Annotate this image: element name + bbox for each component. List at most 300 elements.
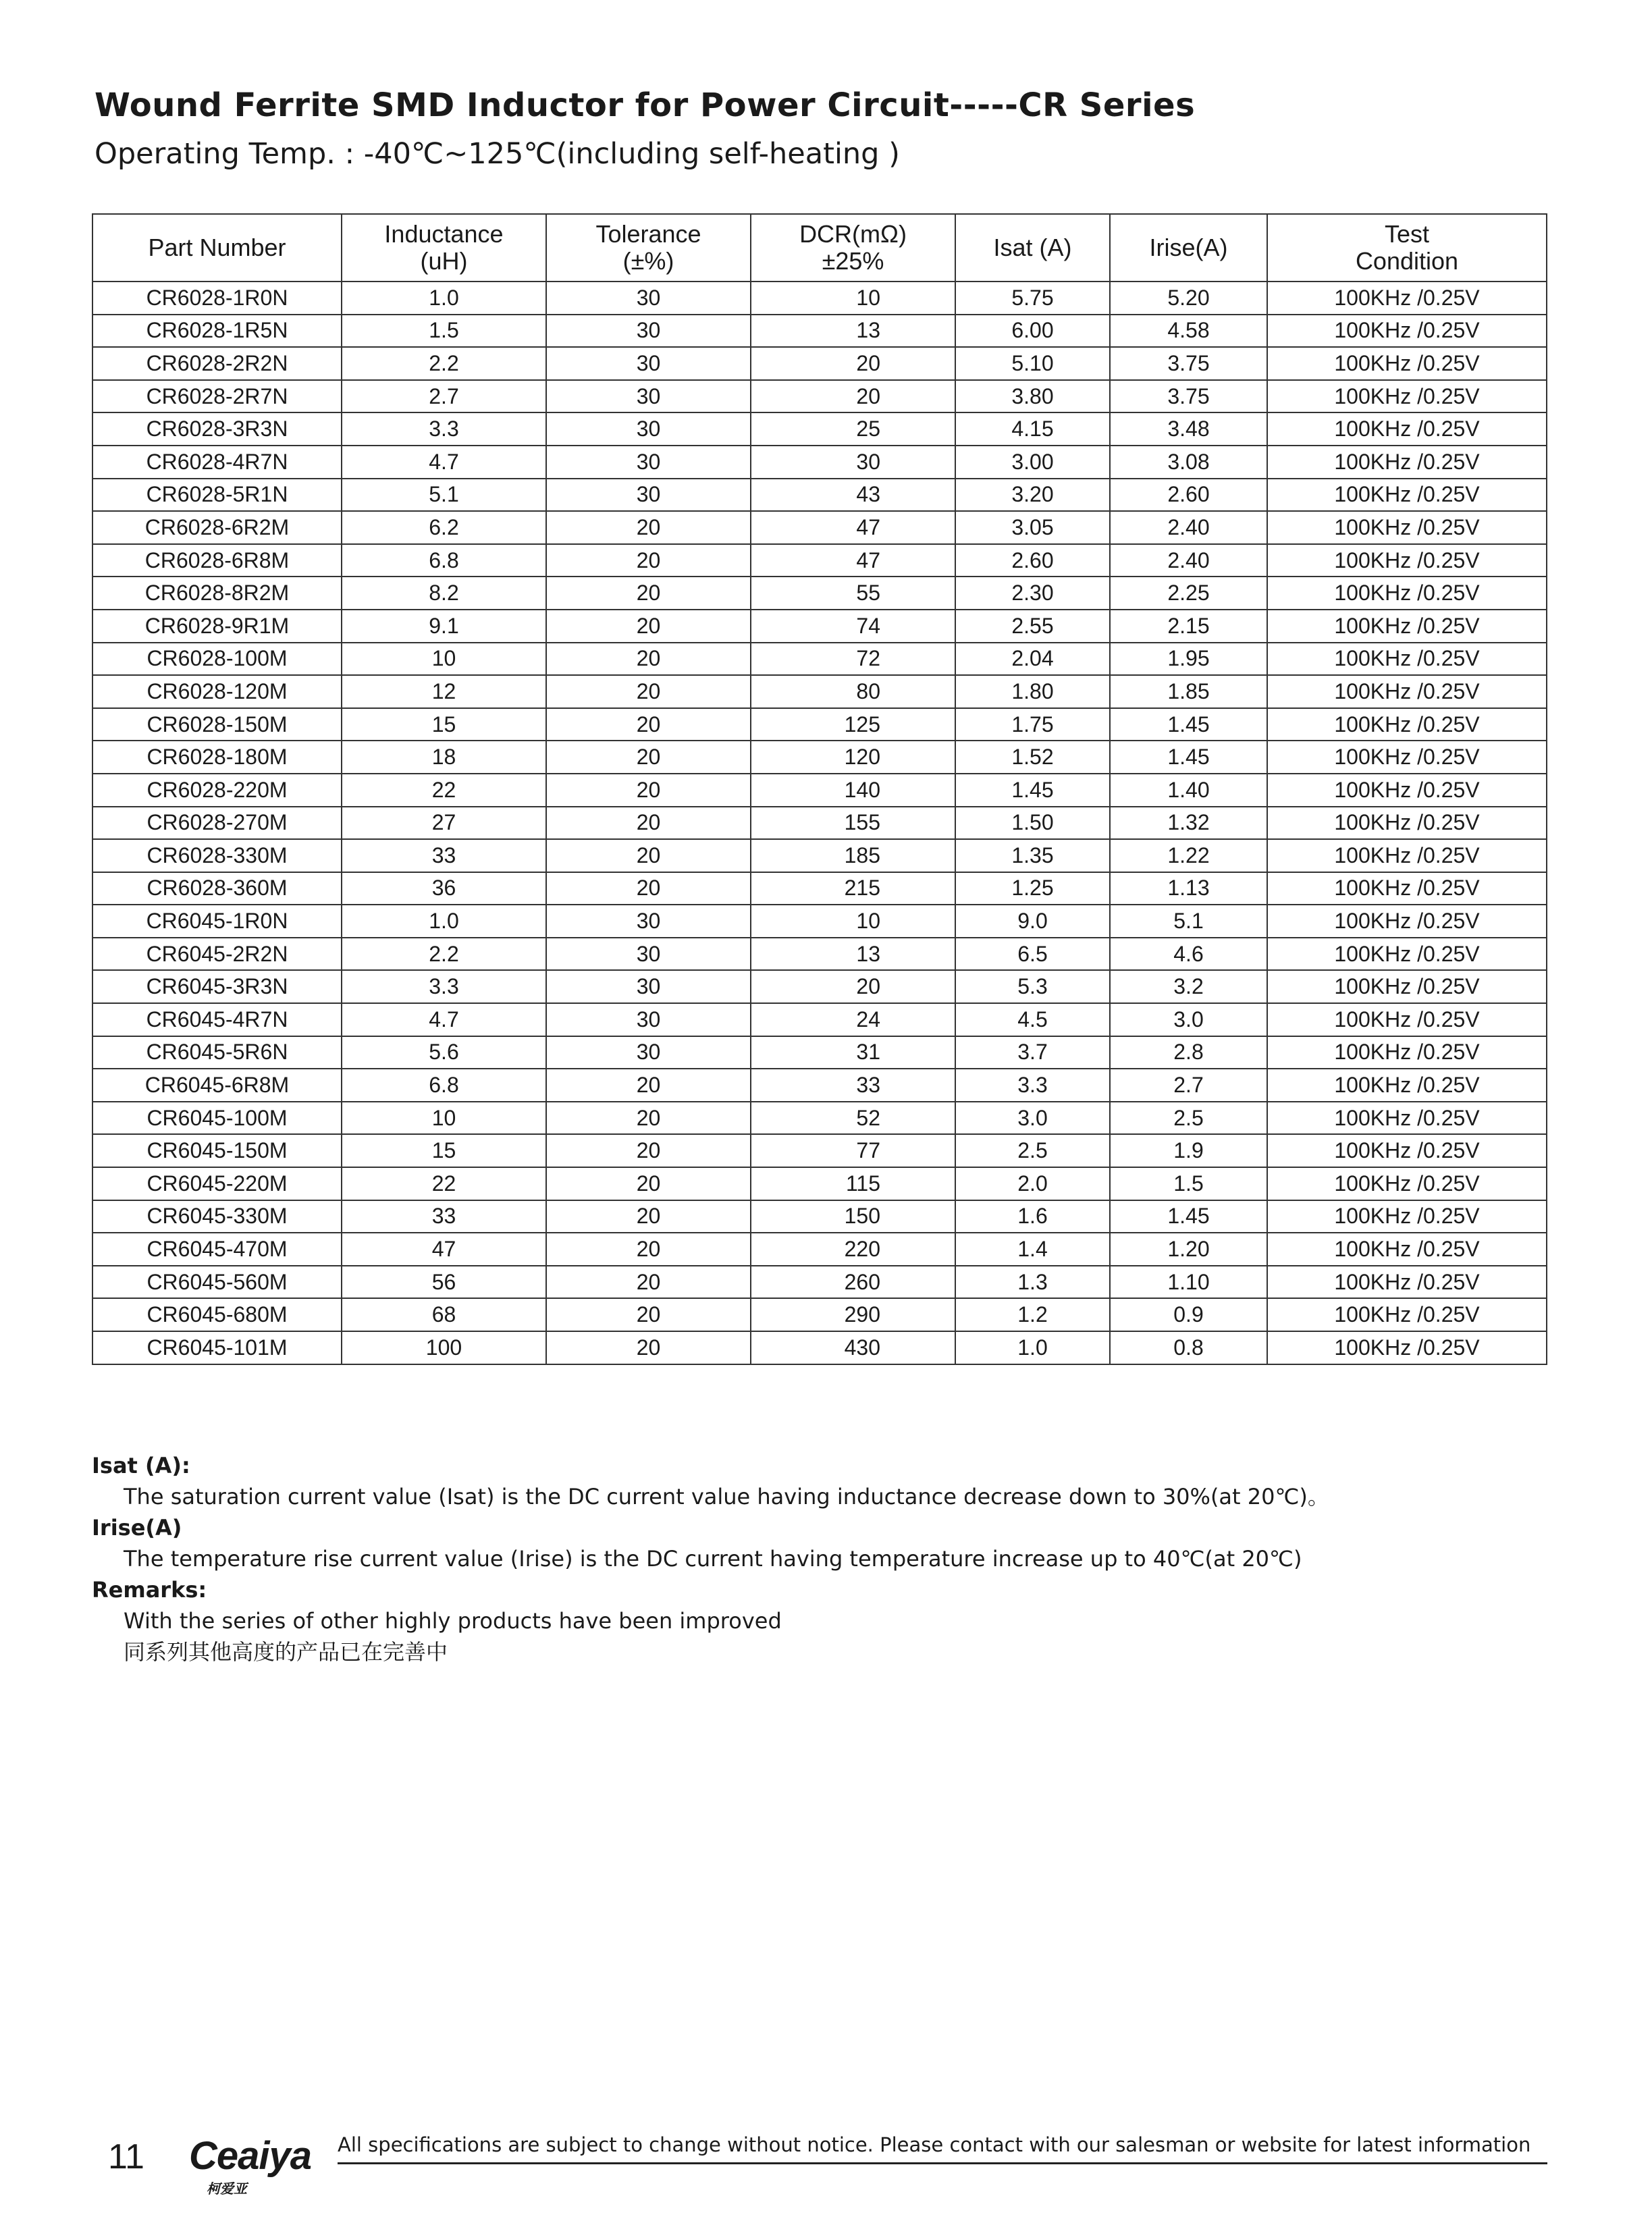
test-condition-cell: 100KHz /0.25V: [1267, 577, 1547, 610]
logo-brand-text: Ceaiya: [189, 2134, 312, 2178]
part-number-cell: CR6045-100M: [92, 1102, 342, 1135]
test-condition-cell: 100KHz /0.25V: [1267, 938, 1547, 971]
table-row: [92, 282, 1547, 315]
dcr-cell: 55: [751, 577, 955, 610]
test-condition-cell: 100KHz /0.25V: [1267, 774, 1547, 807]
irise-cell: 1.5: [1110, 1167, 1267, 1200]
table-row: [92, 412, 1547, 446]
inductance-cell: 33: [342, 1200, 546, 1233]
dcr-cell: 13: [751, 315, 955, 348]
tolerance-cell: 30: [546, 938, 751, 971]
inductance-cell: 6.2: [342, 511, 546, 544]
dcr-cell: 72: [751, 643, 955, 676]
isat-cell: 1.4: [955, 1233, 1110, 1266]
test-condition-cell: 100KHz /0.25V: [1267, 1102, 1547, 1135]
table-row: [92, 839, 1547, 872]
irise-cell: 1.13: [1110, 872, 1267, 905]
tolerance-cell: 20: [546, 1266, 751, 1299]
isat-cell: 1.3: [955, 1266, 1110, 1299]
dcr-cell: 77: [751, 1134, 955, 1167]
isat-note-heading: Isat (A):: [92, 1453, 190, 1478]
table-header-row: [92, 214, 1547, 282]
col-header-line1: Inductance: [384, 220, 504, 248]
part-number-cell: CR6028-3R3N: [92, 412, 342, 446]
part-number-cell: CR6045-330M: [92, 1200, 342, 1233]
col-header-line1: Irise(A): [1149, 234, 1228, 261]
irise-cell: 2.8: [1110, 1036, 1267, 1069]
inductance-cell: 10: [342, 643, 546, 676]
test-condition-cell: 100KHz /0.25V: [1267, 1167, 1547, 1200]
inductance-cell: 6.8: [342, 1069, 546, 1102]
part-number-cell: CR6028-6R2M: [92, 511, 342, 544]
remarks-heading: Remarks:: [92, 1577, 207, 1603]
col-header-line1: Part Number: [148, 234, 286, 261]
table-row: [92, 741, 1547, 774]
part-number-cell: CR6028-180M: [92, 741, 342, 774]
tolerance-cell: 20: [546, 839, 751, 872]
test-condition-cell: 100KHz /0.25V: [1267, 1233, 1547, 1266]
irise-cell: 5.20: [1110, 282, 1267, 315]
footer-divider: [338, 2162, 1547, 2164]
table-row: [92, 1233, 1547, 1266]
tolerance-cell: 30: [546, 380, 751, 413]
test-condition-cell: 100KHz /0.25V: [1267, 1003, 1547, 1036]
test-condition-cell: 100KHz /0.25V: [1267, 1036, 1547, 1069]
irise-cell: 1.85: [1110, 675, 1267, 708]
test-condition-cell: 100KHz /0.25V: [1267, 446, 1547, 479]
dcr-cell: 220: [751, 1233, 955, 1266]
test-condition-cell: 100KHz /0.25V: [1267, 905, 1547, 938]
tolerance-cell: 30: [546, 1036, 751, 1069]
dcr-cell: 43: [751, 479, 955, 512]
table-row: [92, 872, 1547, 905]
table-row: [92, 1331, 1547, 1364]
part-number-cell: CR6028-2R2N: [92, 347, 342, 380]
part-number-cell: CR6028-1R0N: [92, 282, 342, 315]
isat-cell: 2.5: [955, 1134, 1110, 1167]
tolerance-cell: 30: [546, 905, 751, 938]
col-isat-header: [955, 214, 1110, 282]
inductance-cell: 2.2: [342, 938, 546, 971]
irise-cell: 1.45: [1110, 741, 1267, 774]
test-condition-cell: 100KHz /0.25V: [1267, 1298, 1547, 1331]
inductance-cell: 100: [342, 1331, 546, 1364]
inductance-cell: 47: [342, 1233, 546, 1266]
dcr-cell: 47: [751, 544, 955, 577]
part-number-cell: CR6028-100M: [92, 643, 342, 676]
isat-cell: 3.7: [955, 1036, 1110, 1069]
table-row: [92, 1134, 1547, 1167]
dcr-cell: 20: [751, 970, 955, 1003]
col-dcr-header: [751, 214, 955, 282]
tolerance-cell: 30: [546, 479, 751, 512]
isat-cell: 3.05: [955, 511, 1110, 544]
irise-cell: 2.15: [1110, 610, 1267, 643]
tolerance-cell: 30: [546, 1003, 751, 1036]
isat-cell: 3.3: [955, 1069, 1110, 1102]
irise-cell: 3.0: [1110, 1003, 1267, 1036]
dcr-cell: 10: [751, 282, 955, 315]
tolerance-cell: 20: [546, 872, 751, 905]
test-condition-cell: 100KHz /0.25V: [1267, 544, 1547, 577]
isat-cell: 1.35: [955, 839, 1110, 872]
irise-cell: 4.6: [1110, 938, 1267, 971]
part-number-cell: CR6028-5R1N: [92, 479, 342, 512]
irise-cell: 1.45: [1110, 708, 1267, 741]
test-condition-cell: 100KHz /0.25V: [1267, 511, 1547, 544]
inductance-cell: 9.1: [342, 610, 546, 643]
inductance-cell: 10: [342, 1102, 546, 1135]
test-condition-cell: 100KHz /0.25V: [1267, 675, 1547, 708]
table-row: [92, 610, 1547, 643]
irise-cell: 3.2: [1110, 970, 1267, 1003]
test-condition-cell: 100KHz /0.25V: [1267, 412, 1547, 446]
inductance-cell: 12: [342, 675, 546, 708]
inductance-cell: 1.5: [342, 315, 546, 348]
irise-cell: 1.32: [1110, 807, 1267, 840]
table-row: [92, 315, 1547, 348]
irise-cell: 1.22: [1110, 839, 1267, 872]
remarks-chinese-text: 同系列其他高度的产品已在完善中: [124, 1639, 448, 1665]
irise-cell: 1.95: [1110, 643, 1267, 676]
irise-cell: 1.10: [1110, 1266, 1267, 1299]
spec-table: [92, 213, 1547, 1365]
inductance-cell: 6.8: [342, 544, 546, 577]
test-condition-cell: 100KHz /0.25V: [1267, 807, 1547, 840]
test-condition-cell: 100KHz /0.25V: [1267, 380, 1547, 413]
irise-cell: 2.60: [1110, 479, 1267, 512]
tolerance-cell: 30: [546, 970, 751, 1003]
dcr-cell: 140: [751, 774, 955, 807]
inductance-cell: 15: [342, 708, 546, 741]
dcr-cell: 13: [751, 938, 955, 971]
part-number-cell: CR6028-330M: [92, 839, 342, 872]
col-header-line2: ±25%: [822, 247, 884, 275]
tolerance-cell: 20: [546, 774, 751, 807]
part-number-cell: CR6028-2R7N: [92, 380, 342, 413]
isat-cell: 1.50: [955, 807, 1110, 840]
table-row: [92, 675, 1547, 708]
inductance-cell: 4.7: [342, 446, 546, 479]
irise-cell: 2.7: [1110, 1069, 1267, 1102]
test-condition-cell: 100KHz /0.25V: [1267, 282, 1547, 315]
part-number-cell: CR6045-101M: [92, 1331, 342, 1364]
part-number-cell: CR6028-8R2M: [92, 577, 342, 610]
table-row: [92, 708, 1547, 741]
isat-cell: 3.00: [955, 446, 1110, 479]
test-condition-cell: 100KHz /0.25V: [1267, 610, 1547, 643]
table-row: [92, 380, 1547, 413]
dcr-cell: 155: [751, 807, 955, 840]
isat-cell: 6.00: [955, 315, 1110, 348]
col-irise-header: [1110, 214, 1267, 282]
part-number-cell: CR6045-220M: [92, 1167, 342, 1200]
part-number-cell: CR6028-360M: [92, 872, 342, 905]
dcr-cell: 33: [751, 1069, 955, 1102]
spec-table-body: [92, 282, 1547, 1364]
remarks-english-text: With the series of other highly products have been improved: [124, 1608, 782, 1634]
isat-cell: 9.0: [955, 905, 1110, 938]
table-row: [92, 511, 1547, 544]
table-row: [92, 807, 1547, 840]
irise-cell: 3.08: [1110, 446, 1267, 479]
table-row: [92, 1167, 1547, 1200]
tolerance-cell: 20: [546, 511, 751, 544]
isat-cell: 1.75: [955, 708, 1110, 741]
part-number-cell: CR6028-270M: [92, 807, 342, 840]
inductance-cell: 3.3: [342, 412, 546, 446]
inductance-cell: 36: [342, 872, 546, 905]
table-row: [92, 774, 1547, 807]
isat-cell: 1.0: [955, 1331, 1110, 1364]
isat-cell: 3.0: [955, 1102, 1110, 1135]
part-number-cell: CR6045-6R8M: [92, 1069, 342, 1102]
table-row: [92, 479, 1547, 512]
irise-note-heading: Irise(A): [92, 1515, 182, 1541]
irise-cell: 5.1: [1110, 905, 1267, 938]
tolerance-cell: 20: [546, 741, 751, 774]
isat-cell: 1.80: [955, 675, 1110, 708]
part-number-cell: CR6028-1R5N: [92, 315, 342, 348]
irise-cell: 0.8: [1110, 1331, 1267, 1364]
inductance-cell: 33: [342, 839, 546, 872]
tolerance-cell: 30: [546, 315, 751, 348]
table-row: [92, 1003, 1547, 1036]
table-row: [92, 1266, 1547, 1299]
col-header-line2: (uH): [420, 247, 468, 275]
dcr-cell: 125: [751, 708, 955, 741]
isat-cell: 1.25: [955, 872, 1110, 905]
irise-cell: 2.40: [1110, 511, 1267, 544]
page-number: 11: [108, 2137, 144, 2176]
dcr-cell: 80: [751, 675, 955, 708]
inductance-cell: 8.2: [342, 577, 546, 610]
dcr-cell: 52: [751, 1102, 955, 1135]
table-row: [92, 1298, 1547, 1331]
col-header-line2: (±%): [622, 247, 674, 275]
isat-cell: 4.5: [955, 1003, 1110, 1036]
irise-cell: 0.9: [1110, 1298, 1267, 1331]
notes-section: [92, 1450, 1577, 1667]
isat-cell: 2.60: [955, 544, 1110, 577]
test-condition-cell: 100KHz /0.25V: [1267, 1069, 1547, 1102]
isat-cell: 6.5: [955, 938, 1110, 971]
irise-cell: 2.5: [1110, 1102, 1267, 1135]
part-number-cell: CR6045-4R7N: [92, 1003, 342, 1036]
isat-cell: 1.45: [955, 774, 1110, 807]
isat-note-text: The saturation current value (Isat) is the DC current value having inductance decrease down to 30%(at 20℃)。: [124, 1484, 1329, 1509]
tolerance-cell: 30: [546, 282, 751, 315]
test-condition-cell: 100KHz /0.25V: [1267, 643, 1547, 676]
part-number-cell: CR6045-3R3N: [92, 970, 342, 1003]
tolerance-cell: 20: [546, 643, 751, 676]
tolerance-cell: 20: [546, 1167, 751, 1200]
tolerance-cell: 20: [546, 1200, 751, 1233]
dcr-cell: 10: [751, 905, 955, 938]
irise-cell: 3.75: [1110, 380, 1267, 413]
table-row: [92, 347, 1547, 380]
dcr-cell: 260: [751, 1266, 955, 1299]
tolerance-cell: 20: [546, 1331, 751, 1364]
table-row: [92, 970, 1547, 1003]
table-row: [92, 905, 1547, 938]
dcr-cell: 150: [751, 1200, 955, 1233]
test-condition-cell: 100KHz /0.25V: [1267, 708, 1547, 741]
part-number-cell: CR6045-1R0N: [92, 905, 342, 938]
footer-disclaimer: All specifications are subject to change without notice. Please contact with our salesman or website for latest information: [338, 2133, 1531, 2156]
dcr-cell: 430: [751, 1331, 955, 1364]
part-number-cell: CR6045-470M: [92, 1233, 342, 1266]
inductance-cell: 1.0: [342, 282, 546, 315]
isat-cell: 1.52: [955, 741, 1110, 774]
col-header-line1: Test: [1384, 220, 1430, 248]
table-row: [92, 1069, 1547, 1102]
irise-cell: 3.48: [1110, 412, 1267, 446]
dcr-cell: 31: [751, 1036, 955, 1069]
part-number-cell: CR6028-6R8M: [92, 544, 342, 577]
part-number-cell: CR6028-4R7N: [92, 446, 342, 479]
tolerance-cell: 20: [546, 1233, 751, 1266]
dcr-cell: 185: [751, 839, 955, 872]
page-title: Wound Ferrite SMD Inductor for Power Circuit-----CR Series: [95, 86, 1196, 124]
isat-cell: 2.55: [955, 610, 1110, 643]
test-condition-cell: 100KHz /0.25V: [1267, 1200, 1547, 1233]
inductance-cell: 15: [342, 1134, 546, 1167]
part-number-cell: CR6028-150M: [92, 708, 342, 741]
dcr-cell: 30: [751, 446, 955, 479]
isat-cell: 3.80: [955, 380, 1110, 413]
inductance-cell: 4.7: [342, 1003, 546, 1036]
irise-cell: 2.25: [1110, 577, 1267, 610]
dcr-cell: 215: [751, 872, 955, 905]
tolerance-cell: 30: [546, 412, 751, 446]
table-row: [92, 643, 1547, 676]
part-number-cell: CR6045-150M: [92, 1134, 342, 1167]
inductance-cell: 2.2: [342, 347, 546, 380]
col-header-line1: DCR(mΩ): [799, 220, 907, 248]
irise-cell: 3.75: [1110, 347, 1267, 380]
col-inductance-header: [342, 214, 546, 282]
table-row: [92, 577, 1547, 610]
isat-cell: 5.75: [955, 282, 1110, 315]
isat-cell: 1.2: [955, 1298, 1110, 1331]
table-row: [92, 1102, 1547, 1135]
inductance-cell: 68: [342, 1298, 546, 1331]
part-number-cell: CR6045-2R2N: [92, 938, 342, 971]
isat-cell: 5.3: [955, 970, 1110, 1003]
col-header-line1: Isat (A): [993, 234, 1072, 261]
part-number-cell: CR6045-560M: [92, 1266, 342, 1299]
irise-cell: 4.58: [1110, 315, 1267, 348]
part-number-cell: CR6028-220M: [92, 774, 342, 807]
inductance-cell: 2.7: [342, 380, 546, 413]
isat-cell: 5.10: [955, 347, 1110, 380]
part-number-cell: CR6028-9R1M: [92, 610, 342, 643]
isat-cell: 2.0: [955, 1167, 1110, 1200]
isat-cell: 2.30: [955, 577, 1110, 610]
dcr-cell: 290: [751, 1298, 955, 1331]
irise-cell: 1.40: [1110, 774, 1267, 807]
tolerance-cell: 20: [546, 675, 751, 708]
test-condition-cell: 100KHz /0.25V: [1267, 479, 1547, 512]
col-header-line1: Tolerance: [595, 220, 701, 248]
operating-temp-subtitle: Operating Temp. : -40℃~125℃(including self-heating ): [95, 137, 900, 171]
dcr-cell: 74: [751, 610, 955, 643]
isat-cell: 2.04: [955, 643, 1110, 676]
inductance-cell: 3.3: [342, 970, 546, 1003]
inductance-cell: 5.6: [342, 1036, 546, 1069]
part-number-cell: CR6045-680M: [92, 1298, 342, 1331]
tolerance-cell: 20: [546, 610, 751, 643]
table-row: [92, 446, 1547, 479]
test-condition-cell: 100KHz /0.25V: [1267, 1134, 1547, 1167]
test-condition-cell: 100KHz /0.25V: [1267, 347, 1547, 380]
inductance-cell: 18: [342, 741, 546, 774]
table-row: [92, 1036, 1547, 1069]
irise-cell: 1.20: [1110, 1233, 1267, 1266]
inductance-cell: 22: [342, 1167, 546, 1200]
dcr-cell: 25: [751, 412, 955, 446]
col-tolerance-header: [546, 214, 751, 282]
inductance-cell: 22: [342, 774, 546, 807]
logo-brand-chinese: 柯爱亚: [207, 2182, 247, 2197]
part-number-cell: CR6045-5R6N: [92, 1036, 342, 1069]
test-condition-cell: 100KHz /0.25V: [1267, 1331, 1547, 1364]
table-row: [92, 544, 1547, 577]
tolerance-cell: 30: [546, 446, 751, 479]
dcr-cell: 115: [751, 1167, 955, 1200]
col-header-line2: Condition: [1355, 247, 1459, 275]
test-condition-cell: 100KHz /0.25V: [1267, 839, 1547, 872]
test-condition-cell: 100KHz /0.25V: [1267, 741, 1547, 774]
company-logo: [184, 2133, 312, 2197]
irise-cell: 2.40: [1110, 544, 1267, 577]
col-part-number-header: [92, 214, 342, 282]
irise-cell: 1.9: [1110, 1134, 1267, 1167]
inductance-cell: 1.0: [342, 905, 546, 938]
table-row: [92, 1200, 1547, 1233]
dcr-cell: 20: [751, 347, 955, 380]
tolerance-cell: 20: [546, 708, 751, 741]
isat-cell: 1.6: [955, 1200, 1110, 1233]
test-condition-cell: 100KHz /0.25V: [1267, 872, 1547, 905]
col-test-condition-header: [1267, 214, 1547, 282]
test-condition-cell: 100KHz /0.25V: [1267, 1266, 1547, 1299]
irise-note-text: The temperature rise current value (Irise) is the DC current having temperature increase up to 40℃(at 20℃): [124, 1546, 1302, 1572]
dcr-cell: 24: [751, 1003, 955, 1036]
dcr-cell: 20: [751, 380, 955, 413]
tolerance-cell: 20: [546, 807, 751, 840]
irise-cell: 1.45: [1110, 1200, 1267, 1233]
tolerance-cell: 30: [546, 347, 751, 380]
tolerance-cell: 20: [546, 1069, 751, 1102]
dcr-cell: 120: [751, 741, 955, 774]
tolerance-cell: 20: [546, 544, 751, 577]
test-condition-cell: 100KHz /0.25V: [1267, 315, 1547, 348]
tolerance-cell: 20: [546, 1134, 751, 1167]
isat-cell: 4.15: [955, 412, 1110, 446]
test-condition-cell: 100KHz /0.25V: [1267, 970, 1547, 1003]
dcr-cell: 47: [751, 511, 955, 544]
part-number-cell: CR6028-120M: [92, 675, 342, 708]
tolerance-cell: 20: [546, 577, 751, 610]
tolerance-cell: 20: [546, 1298, 751, 1331]
inductance-cell: 5.1: [342, 479, 546, 512]
inductance-cell: 56: [342, 1266, 546, 1299]
tolerance-cell: 20: [546, 1102, 751, 1135]
table-row: [92, 938, 1547, 971]
isat-cell: 3.20: [955, 479, 1110, 512]
